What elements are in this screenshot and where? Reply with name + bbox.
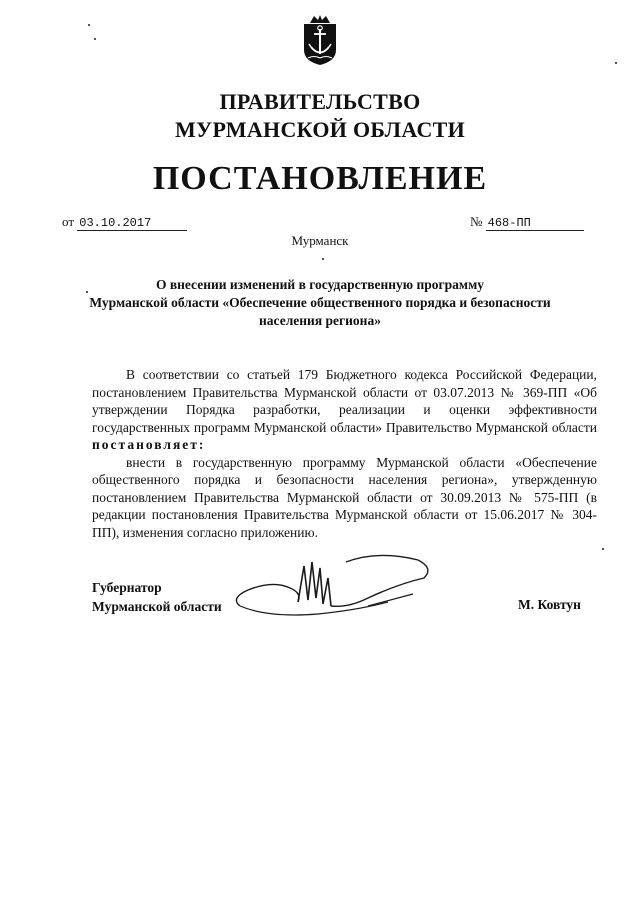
number-value: 468-ПП xyxy=(486,216,584,231)
subject-line-2: Мурманской области «Обеспечение общественного порядка и безопасности xyxy=(89,295,551,310)
body-paragraph-2: внести в государственную программу Мурманской области «Обеспечение общественного порядка и безопасности населения региона», утвержденную постановлением Правительства Мурманской области от 30.09.2013 № 575-ПП (в редакции постановления Правительства Мурманской области от 15.06.2017 № 304-ПП), изменения согласно приложению. xyxy=(92,454,597,540)
signatory-name: М. Ковтун xyxy=(518,597,581,612)
body-paragraph-1-text: В соответствии со статьей 179 Бюджетного кодекса Российской Федерации, постановлением Правительства Мурманской области от 03.07.2013 № 369-ПП «Об утверждении Порядка разработки, реализации и оценки эффективности государственных программ Мурманской области» Правительство Мурманской области xyxy=(92,367,597,435)
signatory-position xyxy=(92,578,222,616)
document-subject xyxy=(80,276,560,330)
document-date xyxy=(62,214,187,231)
scan-speck xyxy=(86,291,88,293)
scan-speck xyxy=(615,62,617,64)
document-body xyxy=(92,366,597,541)
city-name: Мурманск xyxy=(291,233,349,248)
date-prefix: от xyxy=(62,214,75,229)
scan-speck xyxy=(322,258,324,260)
handwritten-signature xyxy=(228,548,438,626)
document-number xyxy=(470,214,584,231)
scan-speck xyxy=(94,38,96,40)
body-paragraph-1 xyxy=(92,366,597,454)
resolution-keyword: постановляет: xyxy=(92,437,206,452)
position-line-1: Губернатор xyxy=(92,580,162,595)
scan-speck xyxy=(88,24,90,26)
coat-of-arms-emblem xyxy=(300,14,340,66)
government-line-2: МУРМАНСКОЙ ОБЛАСТИ xyxy=(174,117,466,142)
document-type-title: ПОСТАНОВЛЕНИЕ xyxy=(152,160,488,197)
number-prefix: № xyxy=(470,214,483,229)
subject-line-3: населения региона» xyxy=(259,313,381,328)
date-value: 03.10.2017 xyxy=(77,216,187,231)
scan-speck xyxy=(602,548,604,550)
subject-line-1: О внесении изменений в государственную программу xyxy=(155,277,485,292)
government-line-1: ПРАВИТЕЛЬСТВО xyxy=(219,89,421,114)
position-line-2: Мурманской области xyxy=(92,599,222,614)
government-title xyxy=(0,88,640,144)
